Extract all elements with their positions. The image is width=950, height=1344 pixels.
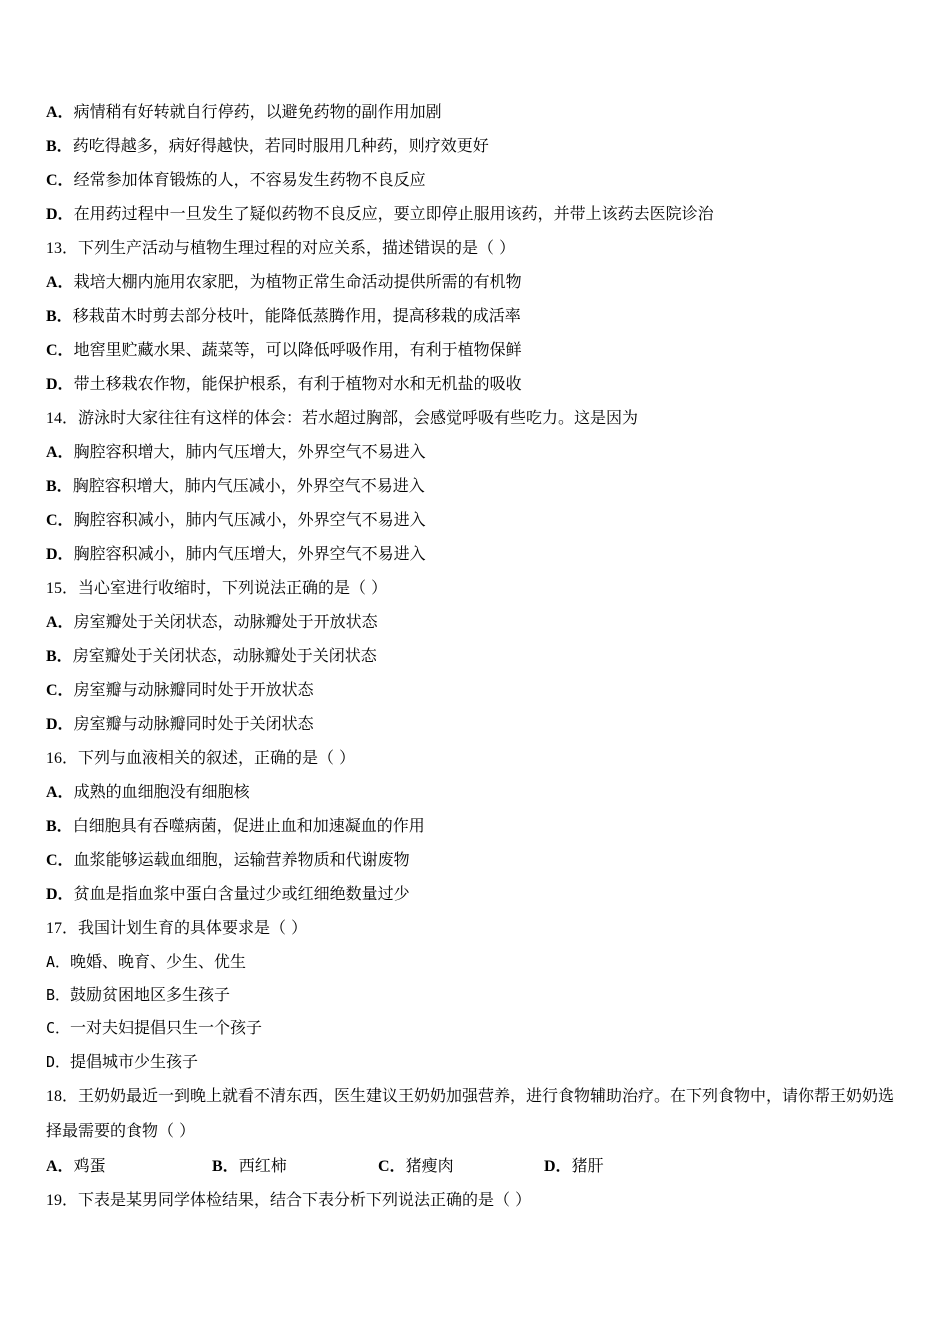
option-text: 猪瘦肉 <box>405 1156 454 1175</box>
option-letter: A． <box>46 784 74 801</box>
option-letter: A． <box>46 104 74 121</box>
q16-option-a <box>46 782 250 803</box>
q15-option-c <box>46 680 314 701</box>
q15-option-d <box>46 714 314 735</box>
option-letter: C． <box>46 512 74 529</box>
q12-option-b <box>46 136 489 157</box>
question-number: 18． <box>46 1088 79 1105</box>
option-text: 一对夫妇提倡只生一个孩子 <box>70 1018 263 1037</box>
option-letter: A． <box>46 953 71 971</box>
q16-option-b <box>46 816 425 837</box>
option-letter: C． <box>46 682 74 699</box>
q16-option-d <box>46 884 410 905</box>
option-text: 房室瓣与动脉瓣同时处于开放状态 <box>73 680 314 699</box>
option-letter: D． <box>46 1053 71 1071</box>
option-text: 贫血是指血浆中蛋白含量过少或红细绝数量过少 <box>73 884 410 903</box>
q13-option-c <box>46 340 522 361</box>
q17-option-d <box>46 1052 198 1072</box>
option-text: 成熟的血细胞没有细胞核 <box>73 782 250 801</box>
option-text: 胸腔容积减小，肺内气压减小，外界空气不易进入 <box>73 510 426 529</box>
option-letter: B． <box>46 478 73 495</box>
option-text: 房室瓣与动脉瓣同时处于关闭状态 <box>73 714 314 733</box>
option-text: 胸腔容积增大，肺内气压增大，外界空气不易进入 <box>73 442 426 461</box>
q18-option-b <box>212 1156 378 1177</box>
option-text: 白细胞具有吞噬病菌，促进止血和加速凝血的作用 <box>72 816 425 835</box>
option-letter: D． <box>46 376 74 393</box>
q18-option-a <box>46 1156 212 1177</box>
option-letter: D． <box>544 1158 572 1175</box>
q18-option-d <box>544 1156 710 1177</box>
option-letter: D． <box>46 716 74 733</box>
q16-option-c <box>46 850 410 871</box>
option-text: 房室瓣处于关闭状态，动脉瓣处于开放状态 <box>73 612 378 631</box>
q18-stem <box>46 1079 906 1148</box>
option-text: 提倡城市少生孩子 <box>70 1052 199 1071</box>
q14-option-b <box>46 476 425 497</box>
q13-option-a <box>46 272 522 293</box>
option-letter: D． <box>46 206 74 223</box>
q17-option-a <box>46 952 246 972</box>
question-number: 17． <box>46 920 79 937</box>
option-text: 血浆能够运载血细胞，运输营养物质和代谢废物 <box>73 850 410 869</box>
question-text: 我国计划生育的具体要求是（ ） <box>78 918 308 937</box>
option-letter: A． <box>46 274 74 291</box>
option-letter: B． <box>46 138 73 155</box>
question-text: 王奶奶最近一到晚上就看不清东西，医生建议王奶奶加强营养，进行食物辅助治疗。在下列食物中，请你帮王奶奶选择最需要的食物（ ） <box>46 1086 895 1140</box>
q13-option-b <box>46 306 521 327</box>
q14-option-a <box>46 442 426 463</box>
question-text: 游泳时大家往往有这样的体会：若水超过胸部，会感觉呼吸有些吃力。这是因为 <box>78 408 639 427</box>
option-letter: B． <box>46 308 73 325</box>
q13-stem <box>46 238 515 259</box>
q12-option-d <box>46 204 714 225</box>
q14-option-c <box>46 510 426 531</box>
option-letter: C． <box>378 1158 406 1175</box>
question-text: 下列生产活动与植物生理过程的对应关系，描述错误的是（ ） <box>78 238 516 257</box>
question-number: 19． <box>46 1192 79 1209</box>
question-text: 下列与血液相关的叙述，正确的是（ ） <box>78 748 356 767</box>
option-letter: D． <box>46 886 74 903</box>
q15-option-a <box>46 612 378 633</box>
option-letter: A． <box>46 444 74 461</box>
question-text: 下表是某男同学体检结果，结合下表分析下列说法正确的是（ ） <box>78 1190 532 1209</box>
question-number: 13． <box>46 240 79 257</box>
option-text: 鸡蛋 <box>73 1156 106 1175</box>
option-text: 胸腔容积减小，肺内气压增大，外界空气不易进入 <box>73 544 426 563</box>
option-text: 晚婚、晚育、少生、优生 <box>70 952 247 971</box>
option-text: 房室瓣处于关闭状态，动脉瓣处于关闭状态 <box>72 646 377 665</box>
option-text: 移栽苗木时剪去部分枝叶，能降低蒸腾作用，提高移栽的成活率 <box>72 306 521 325</box>
q12-option-c <box>46 170 426 191</box>
option-text: 药吃得越多，病好得越快，若同时服用几种药，则疗效更好 <box>72 136 489 155</box>
option-letter: A． <box>46 614 74 631</box>
q14-stem <box>46 408 638 429</box>
option-text: 带土移栽农作物，能保护根系，有利于植物对水和无机盐的吸收 <box>73 374 522 393</box>
option-text: 经常参加体育锻炼的人，不容易发生药物不良反应 <box>73 170 426 189</box>
q17-stem <box>46 918 307 939</box>
option-letter: C． <box>46 172 74 189</box>
q17-option-b <box>46 985 230 1005</box>
q13-option-d <box>46 374 522 395</box>
question-number: 15． <box>46 580 79 597</box>
q12-option-a <box>46 102 442 123</box>
option-text: 猪肝 <box>571 1156 604 1175</box>
q14-option-d <box>46 544 426 565</box>
option-letter: C． <box>46 852 74 869</box>
q15-stem <box>46 578 387 599</box>
option-letter: A． <box>46 1158 74 1175</box>
option-text: 鼓励贫困地区多生孩子 <box>70 985 231 1004</box>
question-number: 16． <box>46 750 79 767</box>
q16-stem <box>46 748 355 769</box>
q17-option-c <box>46 1018 262 1038</box>
q15-option-b <box>46 646 377 667</box>
option-letter: C． <box>46 1019 71 1037</box>
option-letter: B． <box>212 1158 239 1175</box>
option-letter: B． <box>46 986 71 1004</box>
q18-options-row <box>46 1156 710 1177</box>
q19-stem <box>46 1190 531 1211</box>
question-number: 14． <box>46 410 79 427</box>
option-letter: C． <box>46 342 74 359</box>
option-text: 病情稍有好转就自行停药，以避免药物的副作用加剧 <box>73 102 442 121</box>
q18-option-c <box>378 1156 544 1177</box>
option-text: 西红柿 <box>238 1156 287 1175</box>
option-text: 栽培大棚内施用农家肥，为植物正常生命活动提供所需的有机物 <box>73 272 522 291</box>
option-text: 在用药过程中一旦发生了疑似药物不良反应，要立即停止服用该药，并带上该药去医院诊治 <box>73 204 714 223</box>
option-text: 胸腔容积增大，肺内气压减小，外界空气不易进入 <box>72 476 425 495</box>
option-letter: B． <box>46 818 73 835</box>
question-text: 当心室进行收缩时，下列说法正确的是（ ） <box>78 578 388 597</box>
option-letter: B． <box>46 648 73 665</box>
option-letter: D． <box>46 546 74 563</box>
option-text: 地窖里贮藏水果、蔬菜等，可以降低呼吸作用，有利于植物保鲜 <box>73 340 522 359</box>
